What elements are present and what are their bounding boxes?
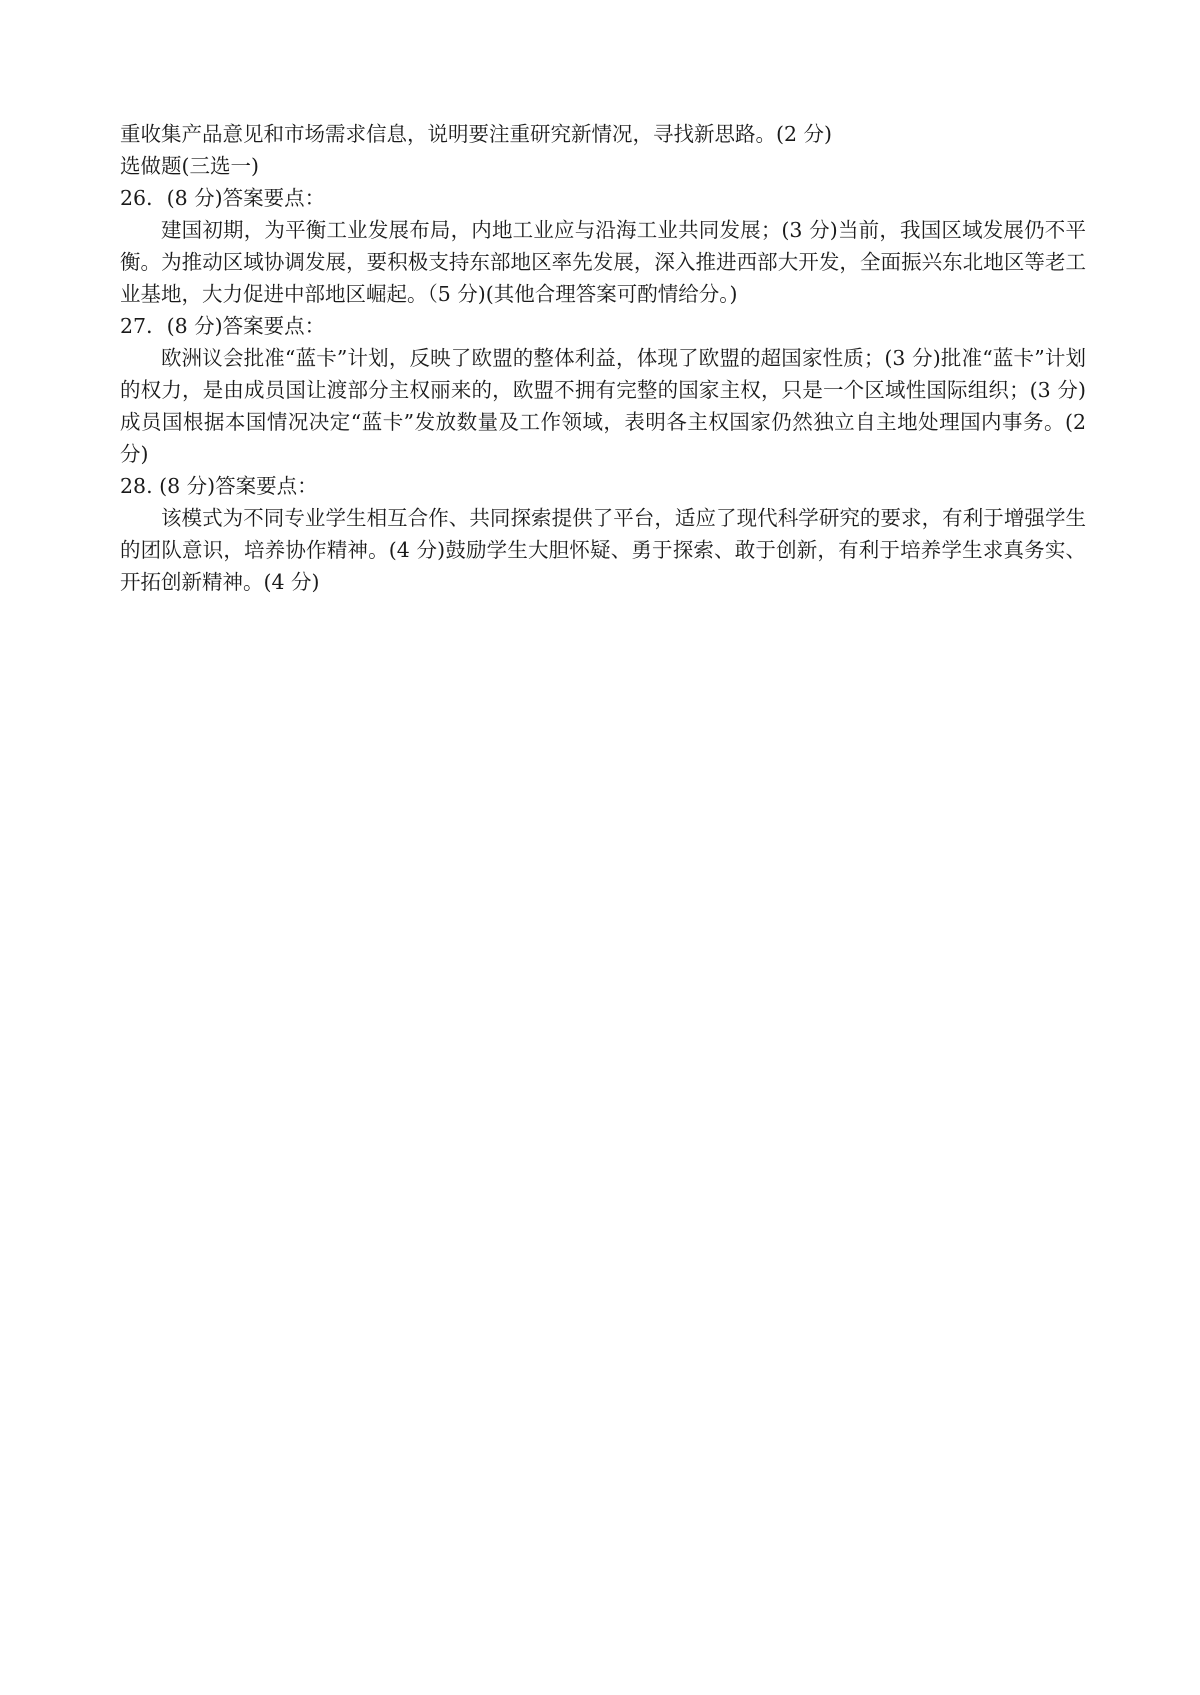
document-page (120, 118, 1086, 598)
question-27-heading: 27．(8 分)答案要点： (120, 314, 326, 338)
question-28-heading: 28. (8 分)答案要点： (120, 474, 318, 498)
question-27-answer: 欧洲议会批准“蓝卡”计划，反映了欧盟的整体利益，体现了欧盟的超国家性质；(3 分)批准“蓝卡”计划的权力，是由成员国让渡部分主权丽来的，欧盟不拥有完整的国家主权，只是一个区域性国际组织；(3 分)成员国根据本国情况决定“蓝卡”发放数量及工作领域，表明各主权国家仍然独立自主地处理国内事务。(2 分) (120, 346, 1086, 466)
question-26-heading: 26．(8 分)答案要点： (120, 186, 326, 210)
question-28-answer: 该模式为不同专业学生相互合作、共同探索提供了平台，适应了现代科学研究的要求，有利于增强学生的团队意识，培养协作精神。(4 分)鼓励学生大胆怀疑、勇于探索、敢于创新，有利于培养学生求真务实、开拓创新精神。(4 分) (120, 506, 1086, 594)
question-26-answer: 建国初期，为平衡工业发展布局，内地工业应与沿海工业共同发展；(3 分)当前，我国区域发展仍不平衡。为推动区域协调发展，要积极支持东部地区率先发展，深入推进西部大开发，全面振兴东北地区等老工业基地，大力促进中部地区崛起。（5 分)(其他合理答案可酌情给分。) (120, 218, 1086, 306)
section-heading: 选做题(三选一) (120, 154, 259, 178)
intro-line: 重收集产品意见和市场需求信息，说明要注重研究新情况，寻找新思路。(2 分) (120, 122, 833, 146)
